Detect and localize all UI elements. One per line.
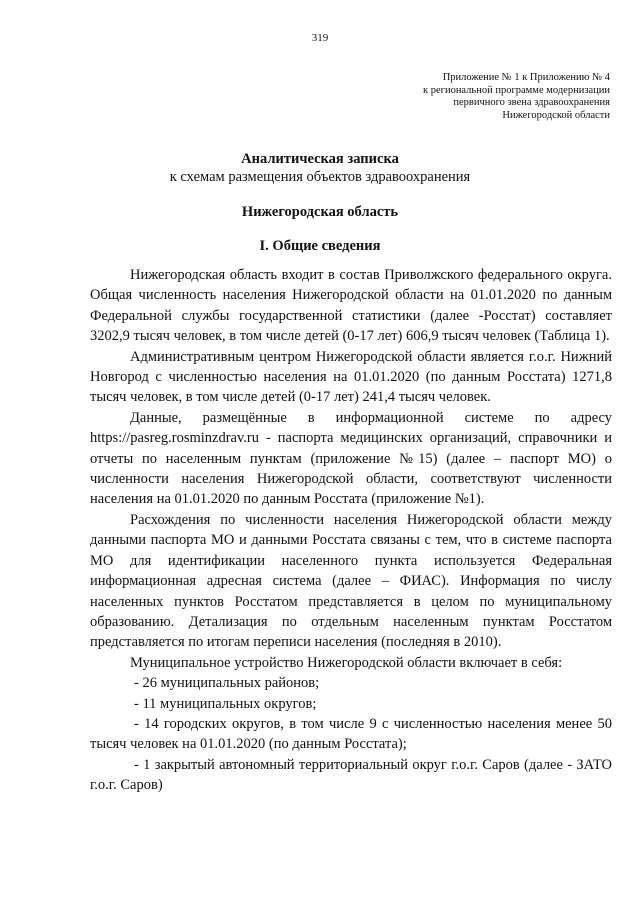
list-item: - 14 городских округов, в том числе 9 с численностью населения менее 50 тысяч человек на 01.01.2020 (по данным Росстата); [90,715,612,753]
list-item: - 26 муниципальных районов; [134,675,320,692]
list-item: - 1 закрытый автономный территориальный округ г.о.г. Саров (далее - ЗАТО г.о.г. Саров) [90,756,612,794]
paragraph: Муниципальное устройство Нижегородской области включает в себя: [130,654,563,671]
region-title: Нижегородская область [241,204,399,220]
paragraph: Административным центром Нижегородской области является г.о.г. Нижний Новгород с численностью населения на 01.01.2020 (по данным Росстата) 1271,8 тысяч человек, в том числе детей (0-17 лет) 241,4 тысяч человек. [90,348,612,406]
document-title: Аналитическая записка [241,151,399,167]
document-subtitle: к схемам размещения объектов здравоохранения [169,169,471,185]
list-item: - 11 муниципальных округов; [134,695,317,712]
appendix-note-line: первичного звена здравоохранения [453,97,610,109]
section-title: I. Общие сведения [259,238,381,254]
appendix-note [350,72,610,122]
page-number: 319 [311,32,329,44]
body-text [90,265,612,796]
appendix-note-line: Нижегородской области [502,109,610,121]
appendix-note-line: к региональной программе модернизации [423,84,610,96]
paragraph: Данные, размещённые в информационной системе по адресу https://pasreg.rosminzdrav.ru - паспорта медицинских организаций, справочники и отчеты по населенным пунктам (приложение №15) (далее – паспорт МО) о численности населения Нижегородской области, соответствуют численности населения на 01.01.2020 по данным Росстата (приложение №1). [90,409,612,508]
paragraph: Нижегородская область входит в состав Приволжского федерального округа. Общая численность населения Нижегородской области на 01.01.2020 по данным Федеральной службы государственной статистики (далее -Росстат) составляет 3202,9 тысяч человек, в том числе детей (0-17 лет) 606,9 тысяч человек (Таблица 1). [90,267,612,345]
document-title-block [0,150,640,186]
paragraph: Расхождения по численности населения Нижегородской области между данными паспорта МО и данными Росстата связаны с тем, что в системе паспорта МО для идентификации населенного пункта используется Федеральная информационная адресная система (далее – ФИАС). Информация по числу населенных пунктов Росстатом представляется в целом по муниципальному образованию. Детализация по отдельным населенным пунктам Росстатом представляется по итогам переписи населения (последняя в 2010). [90,511,612,651]
appendix-note-line: Приложение № 1 к Приложению № 4 [442,72,610,83]
